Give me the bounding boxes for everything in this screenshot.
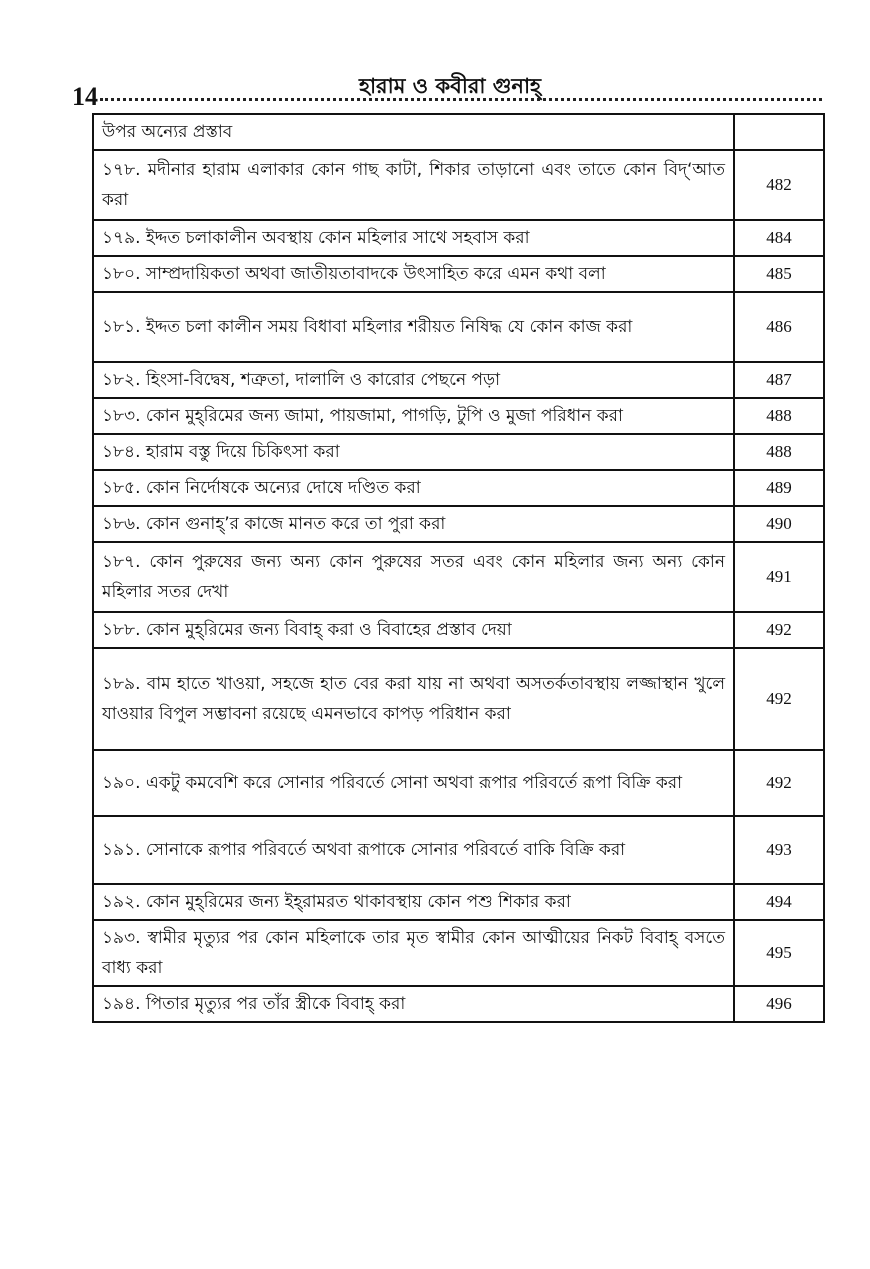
entry-text: ১৮০. সাম্প্রদায়িকতা অথবা জাতীয়তাবাদকে উৎসাহিত করে এমন কথা বলা [93,256,734,292]
entry-text: ১৯০. একটু কমবেশি করে সোনার পরিবর্তে সোনা অথবা রূপার পরিবর্তে রূপা বিক্রি করা [93,750,734,816]
entry-page: 494 [734,884,824,920]
table-row [93,114,824,150]
entry-page: 486 [734,292,824,362]
table-row [93,884,824,920]
entry-text: ১৯৪. পিতার মৃত্যুর পর তাঁর স্ত্রীকে বিবাহ্ করা [93,986,734,1022]
entry-page: 489 [734,470,824,506]
page-number: 14 [72,82,98,111]
entry-page: 491 [734,542,824,612]
entry-page: 482 [734,150,824,220]
table-row [93,220,824,256]
entry-text: ১৭৯. ইদ্দত চলাকালীন অবস্থায় কোন মহিলার সাথে সহবাস করা [93,220,734,256]
entry-text: ১৮৭. কোন পুরুষের জন্য অন্য কোন পুরুষের সতর এবং কোন মহিলার জন্য অন্য কোন মহিলার সতর দেখা [93,542,734,612]
entry-text: ১৮৫. কোন নির্দোষকে অন্যের দোষে দণ্ডিত করা [93,470,734,506]
entry-page: 484 [734,220,824,256]
entry-page: 492 [734,612,824,648]
dotted-rule [100,98,822,101]
running-title: হারাম ও কবীরা গুনাহ্ [358,74,542,98]
entry-page: 492 [734,648,824,750]
entry-text: ১৮৯. বাম হাতে খাওয়া, সহজে হাত বের করা যায় না অথবা অসতর্কতাবস্থায় লজ্জাস্থান খুলে যাওয়ার বিপুল সম্ভাবনা রয়েছে এমনভাবে কাপড় পরিধান করা [93,648,734,750]
table-row [93,506,824,542]
entry-text: ১৮৩. কোন মুহ্‌রিমের জন্য জামা, পায়জামা, পাগড়ি, টুপি ও মুজা পরিধান করা [93,398,734,434]
toc-table [92,113,825,1023]
table-row [93,920,824,986]
entry-page: 492 [734,750,824,816]
table-row [93,470,824,506]
table-row [93,292,824,362]
entry-text: ১৭৮. মদীনার হারাম এলাকার কোন গাছ কাটা, শিকার তাড়ানো এবং তাতে কোন বিদ্‘আত করা [93,150,734,220]
table-row [93,816,824,884]
entry-page: 485 [734,256,824,292]
entry-page: 488 [734,398,824,434]
table-row [93,362,824,398]
table-row [93,542,824,612]
entry-text: ১৮৪. হারাম বস্তু দিয়ে চিকিৎসা করা [93,434,734,470]
entry-text: ১৮১. ইদ্দত চলা কালীন সময় বিধাবা মহিলার শরীয়ত নিষিদ্ধ যে কোন কাজ করা [93,292,734,362]
table-row [93,256,824,292]
table-row [93,750,824,816]
entry-page: 487 [734,362,824,398]
entry-page [734,114,824,150]
table-row [93,612,824,648]
entry-text: ১৮৬. কোন গুনাহ্’র কাজে মানত করে তা পুরা করা [93,506,734,542]
table-row [93,986,824,1022]
table-row [93,434,824,470]
entry-page: 496 [734,986,824,1022]
entry-text: ১৯১. সোনাকে রূপার পরিবর্তে অথবা রূপাকে সোনার পরিবর্তে বাকি বিক্রি করা [93,816,734,884]
entry-text: উপর অন্যের প্রস্তাব [93,114,734,150]
entry-page: 495 [734,920,824,986]
entry-text: ১৮২. হিংসা-বিদ্বেষ, শত্রুতা, দালালি ও কারোর পেছনে পড়া [93,362,734,398]
entry-text: ১৯২. কোন মুহ্‌রিমের জন্য ইহ্‌রামরত থাকাবস্থায় কোন পশু শিকার করা [93,884,734,920]
entry-page: 493 [734,816,824,884]
entry-page: 488 [734,434,824,470]
table-row [93,150,824,220]
entry-text: ১৯৩. স্বামীর মৃত্যুর পর কোন মহিলাকে তার মৃত স্বামীর কোন আত্মীয়ের নিকট বিবাহ্ বসতে বাধ্য করা [93,920,734,986]
table-row [93,648,824,750]
entry-page: 490 [734,506,824,542]
table-row [93,398,824,434]
entry-text: ১৮৮. কোন মুহ্‌রিমের জন্য বিবাহ্ করা ও বিবাহের প্রস্তাব দেয়া [93,612,734,648]
